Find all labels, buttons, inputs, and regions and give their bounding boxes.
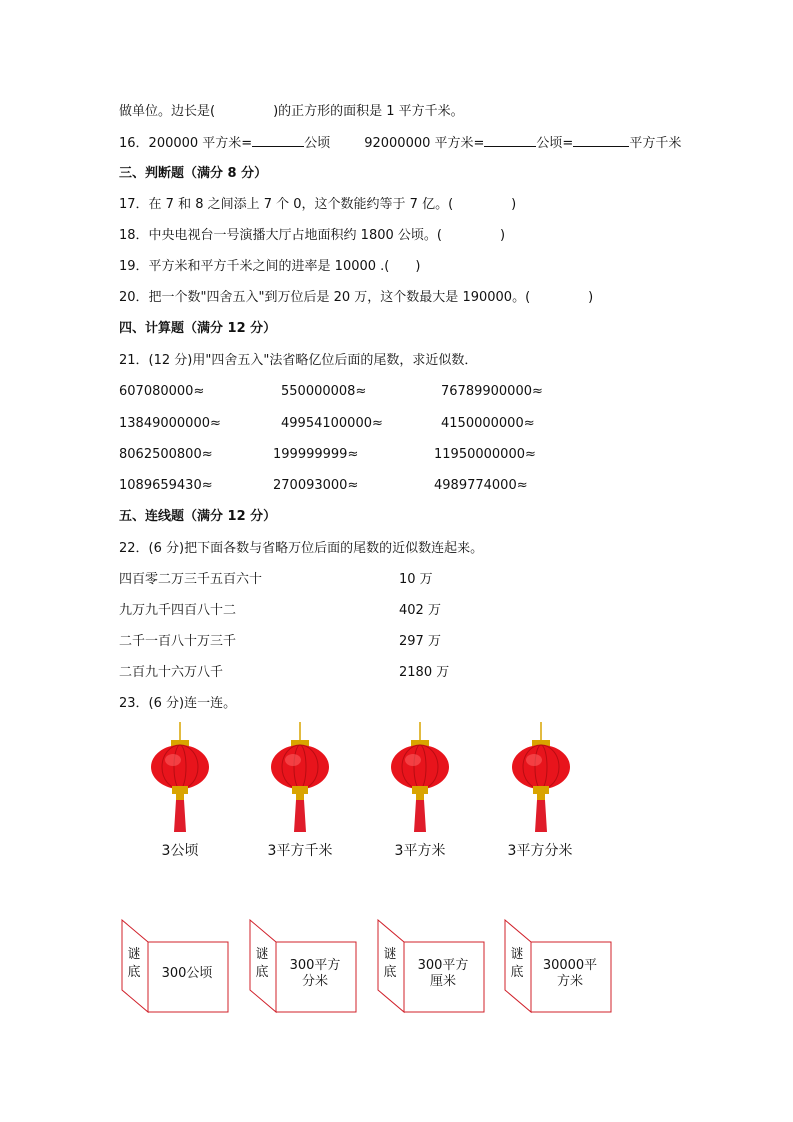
q22-text: 22．(6 分)把下面各数与省略万位后面的尾数的近似数连起来。 — [119, 541, 484, 556]
lantern-icon[interactable] — [145, 722, 215, 832]
q21-text: 21．(12 分)用"四舍五入"法省略亿位后面的尾数，求近似数． — [119, 353, 478, 368]
section3-title: 三、判断题（满分 8 分） — [119, 166, 268, 181]
riddle-answer: 300平方厘米 — [417, 958, 469, 989]
riddle-answer: 300平方分米 — [289, 958, 341, 989]
riddle-tag: 谜底 — [127, 947, 141, 980]
q21-item: 8062500800≈ — [119, 447, 213, 462]
q22-left-item[interactable]: 四百零二万三千五百六十 — [119, 572, 263, 587]
q16-blank-3[interactable] — [573, 134, 629, 147]
q20-close: ) — [588, 290, 594, 305]
q16-unit3: 平方千米 — [629, 136, 682, 151]
q17-close: ) — [511, 197, 517, 212]
q22-right-item[interactable]: 402 万 — [399, 603, 441, 618]
q21-item: 199999999≈ — [273, 447, 359, 462]
riddle-answer: 300公顷 — [161, 966, 213, 981]
q22-left-item[interactable]: 九万九千四百八十二 — [119, 603, 237, 618]
q23-text: 23．(6 分)连一连。 — [119, 696, 237, 711]
q16-blank-1[interactable] — [252, 134, 304, 147]
q21-item: 4150000000≈ — [441, 416, 535, 431]
q22-right-item[interactable]: 297 万 — [399, 634, 441, 649]
riddle-tag: 谜底 — [510, 947, 524, 980]
q22-right-item[interactable]: 2180 万 — [399, 665, 450, 680]
lantern-icon[interactable] — [506, 722, 576, 832]
q21-item: 11950000000≈ — [434, 447, 536, 462]
lantern-icon[interactable] — [385, 722, 455, 832]
riddle-tag: 谜底 — [255, 947, 269, 980]
section4-title: 四、计算题（满分 12 分） — [119, 321, 277, 336]
riddle-tag: 谜底 — [383, 947, 397, 980]
q15-text-suffix: )的正方形的面积是 1 平方千米。 — [273, 104, 464, 119]
q16-label: 16．200000 平方米= — [119, 136, 253, 151]
q18-text: 18．中央电视台一号演播大厅占地面积约 1800 公顷。( — [119, 228, 442, 243]
lantern-label: 3平方分米 — [507, 843, 573, 859]
q19-text: 19．平方米和平方千米之间的进率是 10000 .( — [119, 259, 390, 274]
riddle-card[interactable] — [376, 918, 486, 1014]
q16-line — [119, 134, 681, 153]
q21-item: 1089659430≈ — [119, 478, 213, 493]
q20-text: 20．把一个数"四舍五入"到万位后是 20 万，这个数最大是 190000。( — [119, 290, 531, 305]
q22-left-item[interactable]: 二千一百八十万三千 — [119, 634, 237, 649]
lantern-label: 3平方米 — [394, 843, 446, 859]
q15-text-prefix: 做单位。边长是( — [119, 104, 216, 119]
q18-line — [119, 227, 505, 245]
q17-text: 17．在 7 和 8 之间添上 7 个 0，这个数能约等于 7 亿。( — [119, 197, 454, 212]
q15-continuation — [119, 103, 464, 121]
lantern-icon[interactable] — [265, 722, 335, 832]
q16-part2: 92000000 平方米= — [364, 136, 485, 151]
q20-line — [119, 289, 593, 307]
section5-title: 五、连线题（满分 12 分） — [119, 509, 277, 524]
q21-item: 270093000≈ — [273, 478, 359, 493]
riddle-card[interactable] — [248, 918, 358, 1014]
q16-unit2: 公顷= — [536, 136, 574, 151]
q22-right-item[interactable]: 10 万 — [399, 572, 433, 587]
q21-item: 550000008≈ — [281, 384, 367, 399]
riddle-card[interactable] — [503, 918, 613, 1014]
q21-item: 49954100000≈ — [281, 416, 383, 431]
q16-blank-2[interactable] — [484, 134, 536, 147]
riddle-answer: 30000平方米 — [542, 958, 598, 989]
q21-item: 13849000000≈ — [119, 416, 221, 431]
q16-unit1: 公顷 — [304, 136, 331, 151]
riddle-card[interactable] — [120, 918, 230, 1014]
q17-line — [119, 196, 516, 214]
lantern-label: 3公顷 — [161, 843, 199, 859]
lantern-label: 3平方千米 — [267, 843, 333, 859]
q18-close: ) — [499, 228, 506, 243]
q21-item: 4989774000≈ — [434, 478, 528, 493]
q21-item: 76789900000≈ — [441, 384, 543, 399]
q21-item: 607080000≈ — [119, 384, 205, 399]
q22-left-item[interactable]: 二百九十六万八千 — [119, 665, 224, 680]
q19-close: ) — [415, 259, 421, 274]
q19-line — [119, 258, 420, 276]
